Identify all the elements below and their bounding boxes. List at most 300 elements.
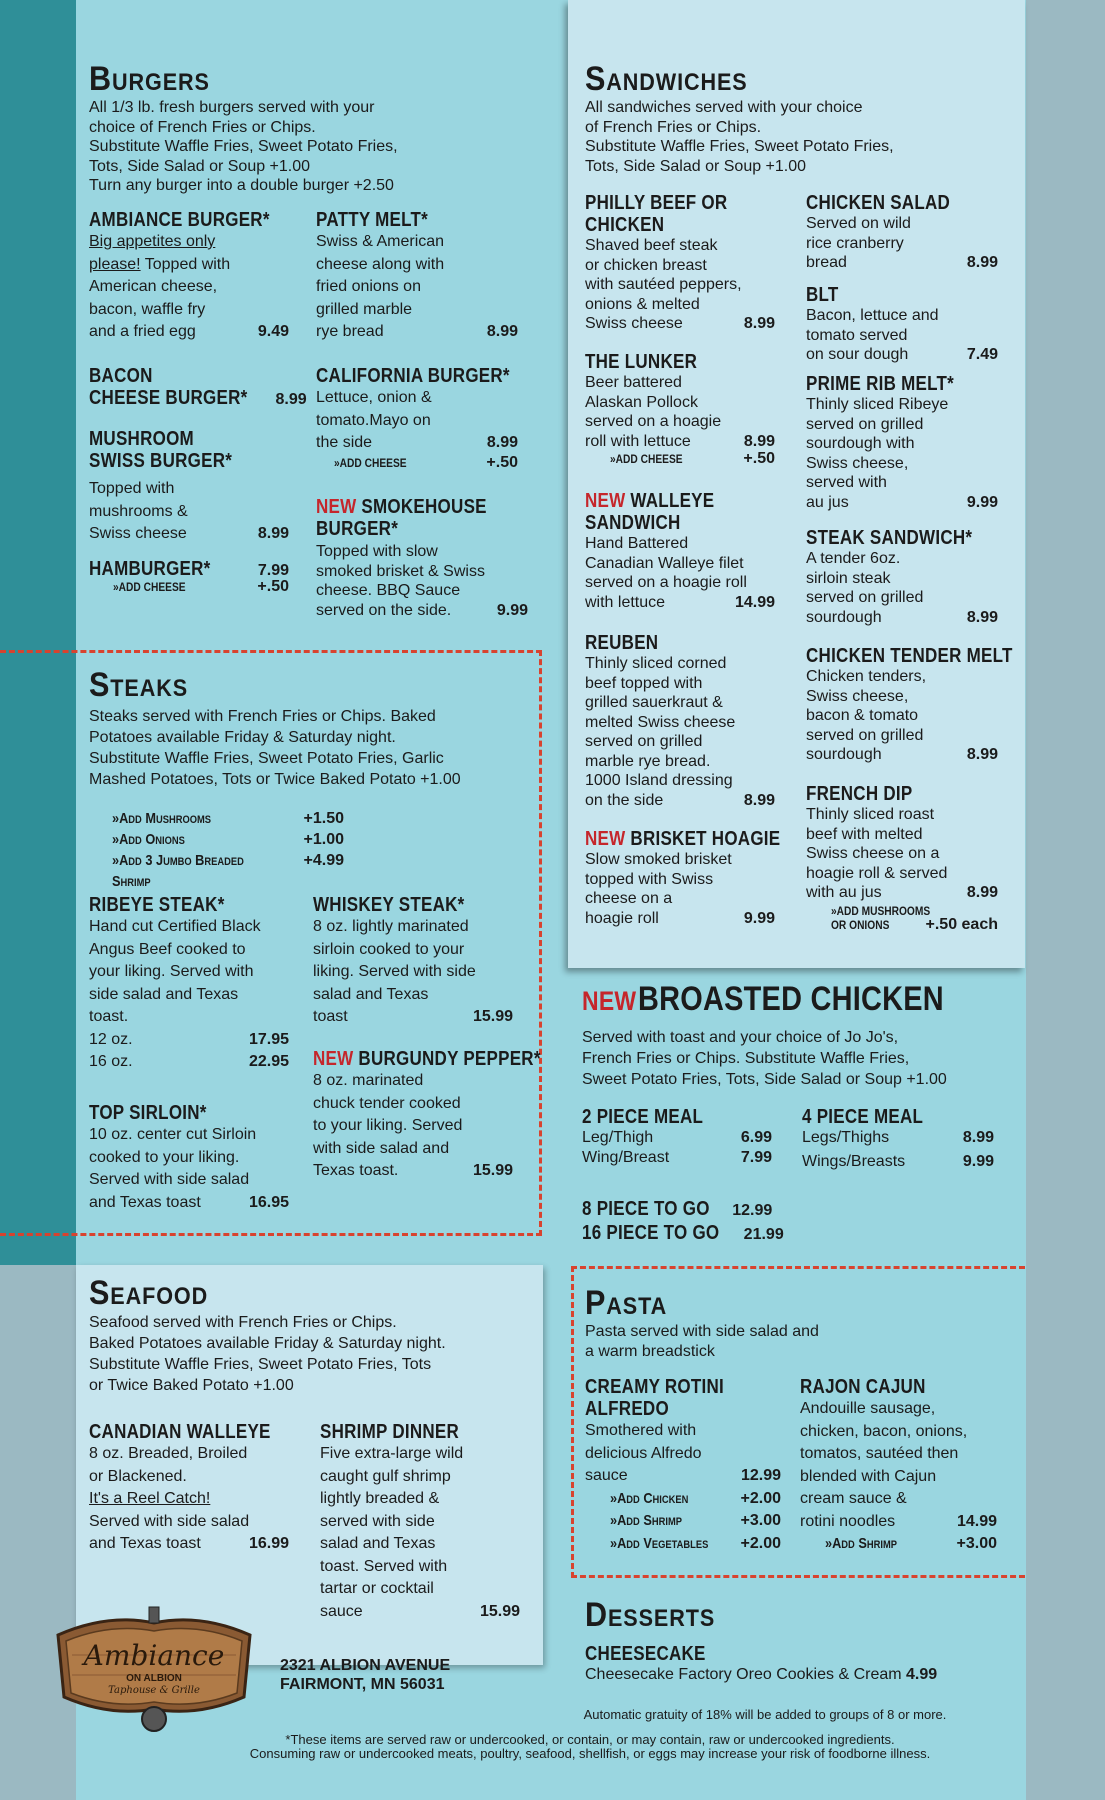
desc-line: rice cranberry <box>806 234 904 252</box>
item-price: 12.99 <box>732 1202 773 1219</box>
item-price: 8.99 <box>743 432 775 450</box>
item-price: 8.99 <box>486 434 518 451</box>
item-description <box>806 805 998 903</box>
desc-line: Topped with <box>89 480 175 497</box>
desc-line: liking. Served with side <box>313 963 476 980</box>
seafood-title: Seafood <box>89 1274 209 1312</box>
burgers-desc-line: Tots, Side Salad or Soup +1.00 <box>89 157 311 175</box>
addon-price: +2.00 <box>740 1489 781 1507</box>
item-name: BACON <box>89 365 153 387</box>
desc-line: sauce <box>585 1467 628 1484</box>
item-name: BRISKET HOAGIE <box>630 828 781 850</box>
addon-price: +4.99 <box>303 852 344 869</box>
item-name: SHRIMP DINNER <box>320 1421 460 1443</box>
sandwiches-description <box>585 98 1015 176</box>
desc-line: Thinly sliced roast <box>806 806 935 823</box>
desc-line: rotini noodles <box>800 1512 896 1530</box>
desc-line: tomato.Mayo on <box>316 411 431 429</box>
desserts-title: Desserts <box>585 1596 716 1634</box>
steaks-desc-line: Steaks served with French Fries or Chips. Baked <box>89 708 436 725</box>
pasta-desc-line: Pasta served with side salad and <box>585 1323 819 1340</box>
item-description <box>806 667 998 765</box>
desc-line: bacon & tomato <box>806 707 919 724</box>
item-name: MUSHROOM <box>89 428 194 450</box>
burgers-title: Burgers <box>89 60 210 98</box>
steaks-description <box>89 706 539 790</box>
item-price: 15.99 <box>472 1008 513 1025</box>
addon-price: +3.00 <box>956 1535 997 1552</box>
desc-line: sourdough with <box>806 435 915 452</box>
desc-line: grilled sauerkraut & <box>585 694 723 711</box>
item-description <box>806 306 998 365</box>
addon-label: »ADD MUSHROOMS <box>831 903 931 918</box>
desc-line: mushrooms & <box>89 502 188 520</box>
gratuity-note: Automatic gratuity of 18% will be added to groups of 8 or more. <box>583 1707 947 1722</box>
item-name: CHEESE BURGER* <box>89 387 248 409</box>
logo-text: Ambiance <box>83 1639 225 1672</box>
menu-item-whiskey-steak <box>313 894 513 1029</box>
item-description <box>585 534 775 612</box>
desc-line: and Texas toast <box>89 1193 201 1211</box>
desc-line: on the side <box>585 791 664 809</box>
desc-line: Swiss & American <box>316 233 445 250</box>
item-description <box>313 1070 513 1183</box>
desc-line: Hand Battered <box>585 535 689 552</box>
menu-item-burgundy-pepper <box>313 1048 541 1183</box>
item-name: WHISKEY STEAK* <box>313 894 465 916</box>
desc-line: 1000 Island dressing <box>585 772 733 789</box>
item-name: THE LUNKER <box>585 351 698 373</box>
desc-line: served on grilled <box>585 733 703 750</box>
warning-line: Consuming raw or undercooked meats, poultry, seafood, shellfish, or eggs may increase your risk of foodborne illness. <box>249 1746 931 1761</box>
desc-line: beef with melted <box>806 825 923 843</box>
new-badge: NEW <box>585 490 626 512</box>
item-name: FRENCH DIP <box>806 783 913 805</box>
item-price: 15.99 <box>479 1602 520 1620</box>
burgers-description <box>89 98 539 196</box>
item-price: 9.99 <box>966 493 998 511</box>
desc-line: cheese along with <box>316 255 445 273</box>
desc-line: American cheese, <box>89 278 218 295</box>
desc-line: tomatos, sautéed then <box>800 1445 959 1462</box>
item-description <box>806 214 998 273</box>
address-line: 2321 ALBION AVENUE <box>280 1657 451 1674</box>
item-price: 8.99 <box>962 1129 994 1146</box>
desc-line: Alaskan Pollock <box>585 393 698 411</box>
menu-item-the-lunker <box>585 351 775 467</box>
item-price: 14.99 <box>734 593 775 611</box>
desc-line: hoagie roll <box>585 909 659 927</box>
menu-item-california-burger <box>316 365 518 471</box>
option-label: Leg/Thigh <box>582 1129 654 1146</box>
desc-line: melted Swiss cheese <box>585 713 736 731</box>
item-name: 4 PIECE MEAL <box>802 1106 924 1128</box>
desc-line: Beer battered <box>585 374 682 391</box>
item-name: CHICKEN TENDER MELT <box>806 645 1013 667</box>
desc-line: delicious Alfredo <box>585 1444 702 1462</box>
sandwiches-title: Sandwiches <box>585 60 748 98</box>
desc-line: chicken, bacon, onions, <box>800 1422 968 1440</box>
burgers-desc-line: Substitute Waffle Fries, Sweet Potato Fries, <box>89 138 398 155</box>
desc-line: Served with side salad <box>89 1512 250 1530</box>
desc-line: bacon, waffle fry <box>89 300 206 318</box>
desc-line: served on a hoagie roll <box>585 574 747 591</box>
desc-line: the side <box>316 434 373 451</box>
item-name: AMBIANCE BURGER* <box>89 209 270 231</box>
desc-line: smoked brisket & Swiss <box>316 562 485 580</box>
desc-line: Swiss cheese on a <box>806 845 940 862</box>
desc-line: served on grilled <box>806 589 924 606</box>
item-description <box>89 478 289 546</box>
desc-line: Andouille sausage, <box>800 1400 936 1417</box>
addon-price: +.50 <box>486 453 518 471</box>
addon-label: »Add Vegetables <box>610 1534 709 1552</box>
desc-underlined: Big appetites only <box>89 233 216 250</box>
item-name: CREAMY ROTINI <box>585 1376 725 1398</box>
menu-item-shrimp-dinner <box>320 1421 520 1623</box>
pasta-title: Pasta <box>585 1284 668 1322</box>
seafood-desc-line: Baked Potatoes available Friday & Saturday night. <box>89 1335 446 1352</box>
desc-line: chuck tender cooked <box>313 1094 461 1112</box>
item-name: BLT <box>806 284 839 306</box>
addon-label: »Add Chicken <box>610 1489 689 1507</box>
menu-item-top-sirloin <box>89 1102 289 1214</box>
steaks-desc-line: Potatoes available Friday & Saturday night. <box>89 729 396 746</box>
sandwiches-desc-line: Substitute Waffle Fries, Sweet Potato Fries, <box>585 138 894 155</box>
sandwiches-desc-line: Tots, Side Salad or Soup +1.00 <box>585 157 807 175</box>
item-name: HAMBURGER* <box>89 558 211 580</box>
addon-price: +2.00 <box>740 1534 781 1552</box>
desc-line: Swiss cheese <box>585 315 683 332</box>
item-price: 9.99 <box>962 1152 994 1170</box>
menu-item-walleye-sandwich <box>585 490 775 612</box>
new-badge: NEW <box>316 496 357 518</box>
item-description <box>800 1398 997 1556</box>
item-price: 14.99 <box>956 1512 997 1530</box>
desc-line: served on the side. <box>316 601 452 619</box>
desc-line: Chicken tenders, <box>806 668 927 685</box>
right-edge-strip <box>1025 0 1105 1800</box>
desc-line: side salad and Texas <box>89 985 239 1003</box>
seafood-desc-line: Seafood served with French Fries or Chips. <box>89 1314 397 1331</box>
desc-line: tartar or cocktail <box>320 1580 434 1597</box>
restaurant-address <box>280 1656 450 1694</box>
desc-line: tomato served <box>806 326 908 344</box>
item-price: 9.99 <box>496 601 528 619</box>
item-price: 12.99 <box>740 1467 781 1484</box>
desc-line: cheese. BBQ Sauce <box>316 582 461 599</box>
item-description <box>320 1443 520 1623</box>
addon-price: +.50 <box>257 578 289 595</box>
steaks-title: Steaks <box>89 666 189 704</box>
desc-line: or chicken breast <box>585 256 707 274</box>
desc-line: rye bread <box>316 323 384 340</box>
item-name: REUBEN <box>585 632 659 654</box>
desc-line: Slow smoked brisket <box>585 851 732 868</box>
item-description <box>316 542 528 620</box>
restaurant-logo <box>48 1605 260 1735</box>
desc-line: with sautéed peppers, <box>585 276 742 293</box>
desc-line: 8 oz. Breaded, Broiled <box>89 1445 248 1462</box>
item-description <box>316 231 518 344</box>
desc-line: au jus <box>806 493 849 511</box>
desc-line: served on grilled <box>806 415 924 433</box>
item-name: PHILLY BEEF OR <box>585 192 728 214</box>
item-name: CALIFORNIA BURGER* <box>316 365 510 387</box>
desc-line: sourdough <box>806 746 882 763</box>
desc-line: beef topped with <box>585 674 703 692</box>
desc-line: blended with Cajun <box>800 1467 937 1485</box>
item-description <box>89 1443 289 1556</box>
desc-line: Swiss cheese, <box>806 687 909 705</box>
menu-item-patty-melt <box>316 209 518 344</box>
broasted-title: BROASTED CHICKEN <box>637 980 944 1018</box>
item-description <box>585 850 775 928</box>
desc-line: marble rye bread. <box>585 752 711 770</box>
desc-line: Topped with slow <box>316 543 438 560</box>
addon-label: »Add Shrimp <box>610 1512 682 1529</box>
item-name: RIBEYE STEAK* <box>89 894 225 916</box>
steaks-desc-line: Substitute Waffle Fries, Sweet Potato Fries, Garlic <box>89 750 444 767</box>
item-name: RAJON CAJUN <box>800 1376 926 1398</box>
item-name: CANADIAN WALLEYE <box>89 1421 271 1443</box>
item-price: 8.99 <box>966 608 998 626</box>
item-price: 8.99 <box>275 391 307 408</box>
item-name: 2 PIECE MEAL <box>582 1106 704 1128</box>
menu-item-4-piece-meal <box>802 1106 994 1171</box>
desc-line: 8 oz. marinated <box>313 1072 424 1089</box>
item-name: BURGER* <box>316 518 399 540</box>
steaks-addons <box>112 808 344 892</box>
desc-line: fried onions on <box>316 278 421 295</box>
logo-subtext: ON ALBION <box>126 1673 182 1684</box>
item-description <box>585 654 775 810</box>
item-price: 8.99 <box>743 791 775 809</box>
item-name: ALFREDO <box>585 1398 669 1420</box>
desc-line: Swiss cheese <box>89 525 187 542</box>
addon-price: +.50 each <box>925 915 998 933</box>
addon-label: »Add 3 Jumbo Breaded Shrimp <box>112 852 244 890</box>
addon-label: »ADD CHEESE <box>610 452 683 466</box>
desc-line: lightly breaded & <box>320 1490 440 1507</box>
logo-tagline: Taphouse & Grille <box>108 1685 200 1696</box>
item-name: PATTY MELT* <box>316 209 429 231</box>
item-price: 17.95 <box>248 1030 289 1048</box>
menu-item-canadian-walleye <box>89 1421 289 1556</box>
menu-item-chicken-tender-melt <box>806 645 1013 765</box>
addon-label: OR ONIONS <box>831 917 890 932</box>
desc-line: cooked to your liking. <box>89 1148 240 1166</box>
desc-line: A tender 6oz. <box>806 550 901 567</box>
menu-item-2-piece-meal <box>582 1106 772 1167</box>
addon-price: +1.00 <box>303 831 344 848</box>
desc-line: sirloin steak <box>806 569 891 587</box>
size-label: 16 oz. <box>89 1053 133 1070</box>
desc-line: Angus Beef cooked to <box>89 940 246 958</box>
desc-line: served with <box>806 474 887 491</box>
option-label: Legs/Thighs <box>802 1129 890 1146</box>
desc-line: bread <box>806 254 847 271</box>
desc-line: Five extra-large wild <box>320 1445 464 1462</box>
desc-line: sirloin cooked to your <box>313 940 465 958</box>
broasted-title-row <box>582 980 998 1018</box>
item-price: 7.99 <box>257 562 289 579</box>
desc-text: Topped with <box>140 255 231 273</box>
item-description <box>89 916 289 1074</box>
desc-line: served with side <box>320 1512 435 1530</box>
desc-line: Thinly sliced Ribeye <box>806 396 949 413</box>
broasted-desc-line: Sweet Potato Fries, Tots, Side Salad or Soup +1.00 <box>582 1071 947 1088</box>
menu-item-hamburger <box>89 558 289 594</box>
menu-item-reuben <box>585 632 775 810</box>
desc-line: Cheesecake Factory Oreo Cookies & Cream <box>585 1666 902 1683</box>
desc-line: Smothered with <box>585 1422 697 1439</box>
desc-line: on sour dough <box>806 346 909 363</box>
desc-line: Shaved beef steak <box>585 237 718 254</box>
item-name: TOP SIRLOIN* <box>89 1102 207 1124</box>
addon-label: »Add Shrimp <box>825 1535 897 1552</box>
menu-item-ribeye-steak <box>89 894 289 1074</box>
burgers-desc-line: Turn any burger into a double burger +2.50 <box>89 177 394 194</box>
desc-line: served on a hoagie <box>585 413 722 430</box>
addon-price: +3.00 <box>740 1512 781 1529</box>
desc-line: caught gulf shrimp <box>320 1467 451 1485</box>
menu-item-rajon-cajun <box>800 1376 997 1556</box>
item-price: 8.99 <box>966 884 998 901</box>
desc-line: with lettuce <box>585 593 666 611</box>
desc-line: hoagie roll & served <box>806 864 948 882</box>
desc-line: with side salad and <box>313 1139 450 1157</box>
item-description <box>585 236 775 334</box>
warning-line: *These items are served raw or undercooked, or contain, or may contain, raw or undercooked ingredients. <box>285 1732 895 1747</box>
item-name: WALLEYE <box>630 490 715 512</box>
pasta-description <box>585 1322 885 1362</box>
desc-line: sourdough <box>806 608 882 626</box>
item-price: 16.95 <box>248 1193 289 1211</box>
item-price: 8.99 <box>257 525 289 542</box>
size-label: 12 oz. <box>89 1030 133 1048</box>
item-description <box>802 1128 994 1171</box>
item-price: 16.99 <box>248 1535 289 1552</box>
desc-line: grilled marble <box>316 300 413 318</box>
desc-line: to your liking. Served <box>313 1117 463 1134</box>
item-name: CHICKEN SALAD <box>806 192 951 214</box>
item-price: 8.99 <box>966 746 998 763</box>
desc-line: salad and Texas <box>320 1535 436 1552</box>
desc-line: 8 oz. lightly marinated <box>313 918 469 935</box>
menu-item-steak-sandwich <box>806 527 998 627</box>
desc-line: salad and Texas <box>313 985 429 1003</box>
item-name: BURGUNDY PEPPER* <box>358 1048 541 1070</box>
desc-line: toast. Served with <box>320 1557 448 1575</box>
item-description <box>89 231 289 344</box>
menu-item-bacon-cheese-burger <box>89 365 307 409</box>
item-description <box>585 1420 781 1555</box>
menu-item-blt <box>806 284 998 365</box>
desc-line: Canadian Walleye filet <box>585 554 744 572</box>
burgers-desc-line: All 1/3 lb. fresh burgers served with your <box>89 99 375 116</box>
seafood-desc-line: or Twice Baked Potato +1.00 <box>89 1377 294 1394</box>
desc-line: toast <box>313 1008 348 1025</box>
desc-line: Texas toast. <box>313 1162 399 1179</box>
item-description <box>806 395 998 512</box>
desc-line: Thinly sliced corned <box>585 655 727 672</box>
desc-line: topped with Swiss <box>585 870 714 888</box>
item-price: 4.99 <box>906 1666 938 1683</box>
option-label: Wings/Breasts <box>802 1152 906 1170</box>
item-price: 22.95 <box>248 1053 289 1070</box>
menu-item-creamy-rotini-alfredo <box>585 1376 781 1555</box>
desc-line: and Texas toast <box>89 1535 201 1552</box>
broasted-description <box>582 1027 1022 1090</box>
new-badge: NEW <box>582 986 637 1016</box>
pasta-desc-line: a warm breadstick <box>585 1343 715 1360</box>
item-description <box>582 1128 772 1167</box>
item-name: PRIME RIB MELT* <box>806 373 955 395</box>
new-badge: NEW <box>585 828 626 850</box>
menu-item-french-dip <box>806 783 998 932</box>
item-price: 9.99 <box>743 909 775 927</box>
addon-label: »ADD CHEESE <box>113 580 186 594</box>
address-line: FAIRMONT, MN 56031 <box>280 1676 445 1693</box>
desc-line: with au jus <box>806 884 882 901</box>
item-name: 8 PIECE TO GO <box>582 1198 710 1220</box>
desc-line: or Blackened. <box>89 1467 187 1485</box>
menu-item-8-piece-to-go <box>582 1198 772 1220</box>
sandwiches-desc-line: of French Fries or Chips. <box>585 118 762 136</box>
item-description <box>806 549 998 627</box>
desc-line: Served on wild <box>806 215 911 232</box>
item-name: CHEESECAKE <box>585 1643 706 1665</box>
desc-line: cream sauce & <box>800 1490 907 1507</box>
desc-line: Lettuce, onion & <box>316 389 432 406</box>
item-description <box>89 1124 289 1214</box>
food-safety-warning <box>160 1733 1020 1761</box>
item-name: SMOKEHOUSE <box>361 496 487 518</box>
addon-price: +1.50 <box>303 810 344 827</box>
item-price: 7.99 <box>740 1148 772 1166</box>
desc-line: onions & melted <box>585 295 700 313</box>
broasted-desc-line: French Fries or Chips. Substitute Waffle Fries, <box>582 1050 910 1067</box>
item-price: 6.99 <box>740 1129 772 1146</box>
desc-line: your liking. Served with <box>89 963 254 980</box>
item-price: 7.49 <box>966 346 998 363</box>
desc-line: Served with side salad <box>89 1171 250 1188</box>
desc-line: cheese on a <box>585 890 673 907</box>
item-name: CHICKEN <box>585 214 665 236</box>
option-label: Wing/Breast <box>582 1148 670 1166</box>
desc-line: 10 oz. center cut Sirloin <box>89 1126 257 1143</box>
seafood-description <box>89 1312 539 1396</box>
item-price: 8.99 <box>966 254 998 271</box>
item-name: SANDWICH <box>585 512 681 534</box>
menu-item-brisket-hoagie <box>585 828 781 928</box>
sandwiches-desc-line: All sandwiches served with your choice <box>585 99 863 116</box>
menu-item-smokehouse-burger <box>316 496 528 620</box>
broasted-desc-line: Served with toast and your choice of Jo Jo's, <box>582 1029 899 1046</box>
menu-item-chicken-salad <box>806 192 998 273</box>
menu-item-philly <box>585 192 775 334</box>
item-name: SWISS BURGER* <box>89 450 233 472</box>
desc-line: roll with lettuce <box>585 432 691 450</box>
item-price: 8.99 <box>486 323 518 340</box>
burgers-desc-line: choice of French Fries or Chips. <box>89 118 316 136</box>
desc-line: and a fried egg <box>89 323 196 340</box>
item-description <box>313 916 513 1029</box>
addon-label: »ADD CHEESE <box>334 455 407 470</box>
item-description <box>585 373 775 467</box>
addon-block <box>806 904 998 932</box>
